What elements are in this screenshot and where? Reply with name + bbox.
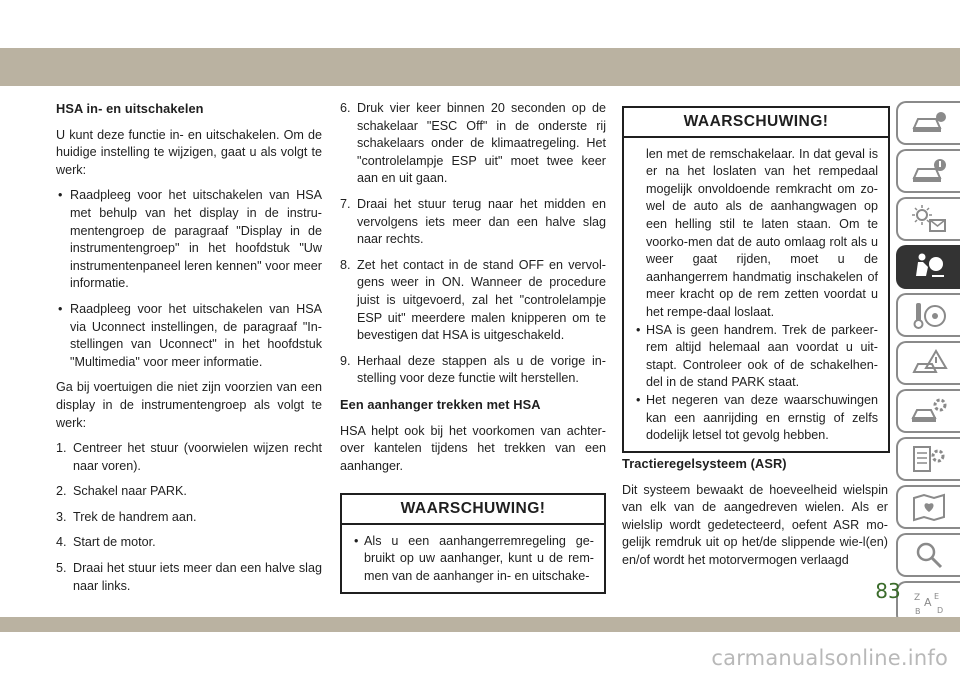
top-margin [0, 0, 960, 48]
step-item [56, 483, 322, 501]
step-number: 5. [56, 561, 67, 576]
tab-lights-messages[interactable] [896, 197, 960, 241]
map-heart-icon [910, 492, 948, 522]
step-text: Trek de handrem aan. [73, 509, 197, 524]
step-text: Druk vier keer binnen 20 seconden op de schakelaar "ESC Off" in de onderste rij schakelaars onder de klimaatregeling. Het "controlelampje ESP uit" moet twee keer aan en uit gaan. [357, 101, 606, 186]
asr-section [622, 455, 888, 578]
warning-title: WAARSCHUWING! [624, 108, 888, 138]
tab-multimedia[interactable] [896, 485, 960, 529]
warning-continuation: len met de remschakelaar. In dat geval is er na het loslaten van het rempedaal mogelijk onvoldoende remkracht om zo-wel de auto als de aanhangwagen op een helling stil te laten staan. Om te voorko-men dat de auto omlaag rolt als u weer gaat rijden, moet u de aanhangerrem handmatig inschakelen of meer kracht op de rem zetten voordat u het rempe-daal loslaat. [646, 146, 878, 319]
warning-box [340, 493, 606, 593]
step-item [340, 353, 606, 388]
step-text: Zet het contact in de stand OFF en vervol-gens weer in ON. Wanneer de procedure juist is uitgevoerd, zal het "controlelampje ESP uit" meerdere malen knipperen om te bevestigen dat HSA is uitgeschakeld. [357, 257, 606, 343]
svg-text:D: D [937, 606, 944, 615]
step-item [56, 560, 322, 595]
step-list [56, 440, 322, 595]
step-number: 1. [56, 441, 67, 456]
step-text: Draai het stuur iets meer dan een halve slag naar links. [73, 561, 322, 593]
svg-text:B: B [915, 607, 921, 616]
hazard-car-icon [910, 348, 948, 378]
step-number: 6. [340, 101, 351, 115]
tab-emergency[interactable] [896, 341, 960, 385]
step-number: 8. [340, 257, 351, 272]
section-heading-hsa: HSA in- en uitschakelen [56, 101, 204, 116]
warning-list [352, 533, 594, 586]
tab-safety[interactable] [896, 245, 960, 289]
list-item: • Raadpleeg voor het uitschakelen van HSA met behulp van het display in de instru-mentengroep de paragraaf "Display in de instrumentengroep" in het hoofdstuk "Uw instrumentenpaneel leren kennen" voor meer informatie. [56, 187, 322, 293]
column-2 [340, 100, 606, 594]
warning-list [634, 322, 878, 445]
alphabet-index-icon [910, 588, 948, 618]
paragraph: Dit systeem bewaakt de hoeveelheid wielspin van elk van de aangedreven wielen. Als er wielslip wordt gedetecteerd, oefent ASR mo-gelijk remdruk uit op het/de slippende wie-l(en) en/of wordt het motorvermogen verlaagd [622, 482, 888, 567]
step-item [340, 257, 606, 345]
list-item: • Raadpleeg voor het uitschakelen van HSA via Uconnect instellingen, de paragraaf "In-stellingen van Uconnect" in het hoofdstuk "Multimedia" voor meer informatie. [56, 301, 322, 371]
step-text: Schakel naar PARK. [73, 484, 187, 499]
tab-index-search[interactable] [896, 533, 960, 577]
step-text: Draai het stuur terug naar het midden en vervolgens iets meer dan een halve slag naar rechts. [357, 196, 606, 247]
paragraph: HSA helpt ook bij het voorkomen van achter-over kantelen tijdens het trekken van een aanhanger. [340, 423, 606, 473]
warning-title: WAARSCHUWING! [342, 495, 604, 525]
step-text: Herhaal deze stappen als u de vorige in-stelling voor deze functie wilt herstellen. [357, 353, 606, 386]
svg-text:Z: Z [914, 593, 921, 603]
step-item [340, 100, 606, 188]
bullet-list [56, 187, 322, 371]
step-item [340, 196, 606, 249]
paragraph: Ga bij voertuigen die niet zijn voorzien van een display in de instrumentengroep als volgt te werk: [56, 380, 322, 430]
car-info-icon [910, 108, 948, 138]
step-item [56, 509, 322, 527]
warning-bullet: • Het negeren van deze waarschuwingen kan een aanrijding en ernstig of zelfs dodelijk letsel tot gevolg hebben. [634, 392, 878, 445]
column-1 [56, 100, 322, 603]
step-item [56, 534, 322, 552]
step-text: Centreer het stuur (voorwielen wijzen recht naar voren). [73, 441, 322, 473]
watermark: carmanualsonline.info [711, 646, 948, 670]
warning-bullet: • Als u een aanhangerremregeling ge-bruikt op uw aanhanger, kunt u de rem-men van de aanhanger in- en uitschake- [352, 533, 594, 586]
airbag-seat-icon [910, 252, 948, 282]
checklist-gear-icon [910, 444, 948, 474]
warning-bullet: • HSA is geen handrem. Trek de parkeer-rem altijd helemaal aan voordat u uit-stapt. Controleer ook of de schakelhen-del in de stand PARK staat. [634, 322, 878, 392]
svg-text:E: E [934, 592, 940, 601]
car-warning-icon [910, 156, 948, 186]
chapter-tabs [896, 101, 960, 629]
step-number: 7. [340, 196, 351, 211]
section-heading-asr: Tractieregelsysteem (ASR) [622, 456, 787, 471]
warning-box-continued [622, 106, 890, 453]
tab-car-warning[interactable] [896, 149, 960, 193]
key-steering-icon [910, 300, 948, 330]
step-number: 3. [56, 509, 67, 524]
step-text: Start de motor. [73, 535, 156, 550]
search-icon [910, 540, 948, 570]
step-number: 9. [340, 353, 351, 368]
tab-car-info[interactable] [896, 101, 960, 145]
warning-body [342, 525, 604, 592]
light-mail-icon [910, 204, 948, 234]
tab-specifications[interactable] [896, 437, 960, 481]
step-list [340, 100, 606, 388]
svg-text:A: A [924, 596, 932, 609]
footer-band [0, 617, 960, 632]
car-gear-icon [910, 396, 948, 426]
tab-starting-driving[interactable] [896, 293, 960, 337]
page-number: 83 [875, 579, 901, 603]
header-band [0, 48, 960, 86]
step-number: 2. [56, 484, 67, 499]
step-number: 4. [56, 535, 67, 550]
warning-body [624, 138, 888, 451]
intro-paragraph: U kunt deze functie in- en uitschakelen. Om de huidige instelling te wijzigen, gaat u als volgt te werk: [56, 127, 322, 177]
tab-maintenance[interactable] [896, 389, 960, 433]
section-heading-trailer: Een aanhanger trekken met HSA [340, 396, 541, 412]
step-item [56, 440, 322, 475]
